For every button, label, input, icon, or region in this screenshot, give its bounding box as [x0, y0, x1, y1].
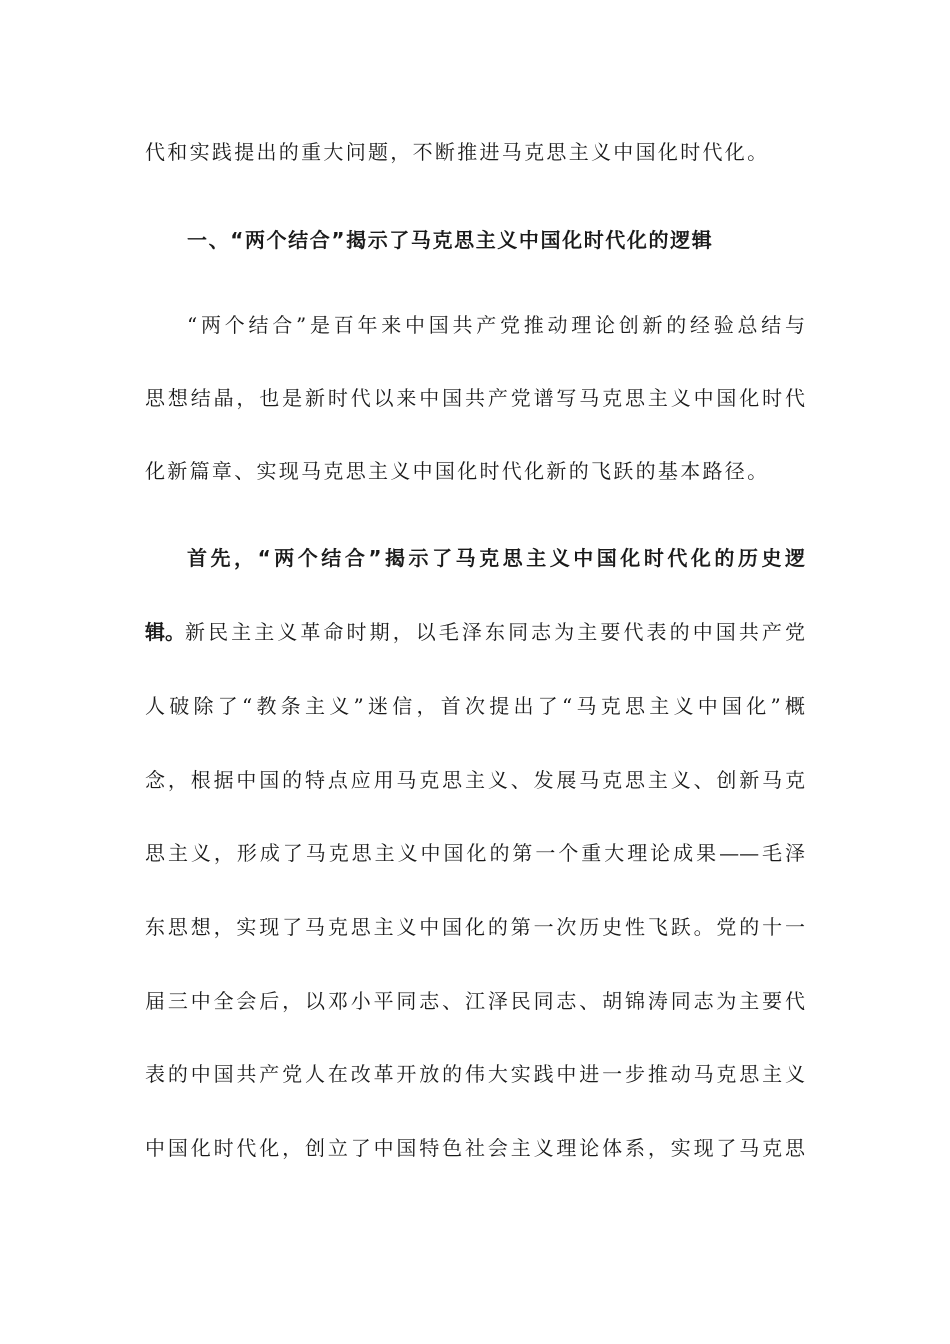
- section-heading: 一、“两个结合”揭示了马克思主义中国化时代化的逻辑: [187, 228, 714, 252]
- paragraph1-line-1: “两个结合”是百年来中国共产党推动理论创新的经验总结与: [187, 313, 805, 337]
- paragraph1-line-2: 思想结晶，也是新时代以来中国共产党谱写马克思主义中国化时代: [145, 386, 805, 410]
- paragraph2-line-2: [145, 617, 805, 647]
- continuation-line: 代和实践提出的重大问题，不断推进马克思主义中国化时代化。: [145, 140, 770, 164]
- paragraph1-line-3: 化新篇章、实现马克思主义中国化时代化新的飞跃的基本路径。: [145, 459, 770, 483]
- paragraph2-line-2-rest: 新民主主义革命时期，以毛泽东同志为主要代表的中国共产党: [185, 620, 805, 644]
- paragraph2-line-3: 人破除了“教条主义”迷信，首次提出了“马克思主义中国化”概: [145, 694, 805, 718]
- paragraph2-line-4: 念，根据中国的特点应用马克思主义、发展马克思主义、创新马克: [145, 768, 805, 792]
- paragraph2-bold-line-1: 首先，“两个结合”揭示了马克思主义中国化时代化的历史逻: [187, 546, 805, 570]
- paragraph2-line-6: 东思想，实现了马克思主义中国化的第一次历史性飞跃。党的十一: [145, 915, 805, 939]
- paragraph2-line-9: 中国化时代化，创立了中国特色社会主义理论体系，实现了马克思: [145, 1136, 805, 1160]
- paragraph2-line-8: 表的中国共产党人在改革开放的伟大实践中进一步推动马克思主义: [145, 1062, 805, 1086]
- paragraph2-line-7: 届三中全会后，以邓小平同志、江泽民同志、胡锦涛同志为主要代: [145, 989, 805, 1013]
- paragraph2-bold-line-2-start: 辑。: [145, 620, 185, 644]
- paragraph2-line-5: 思主义，形成了马克思主义中国化的第一个重大理论成果——毛泽: [145, 841, 805, 865]
